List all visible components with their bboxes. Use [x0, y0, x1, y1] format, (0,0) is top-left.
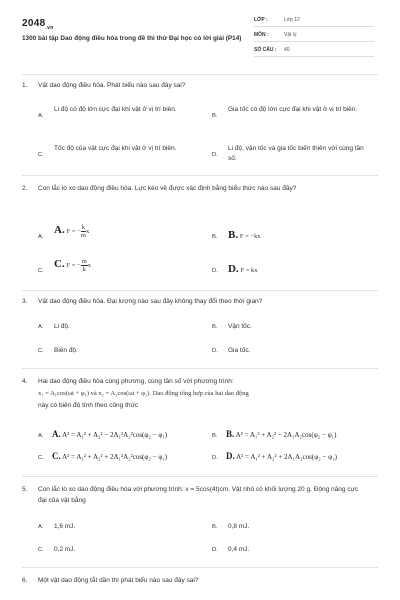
option-d-letter[interactable]: D.: [212, 348, 218, 354]
question-text: Con lắc lò xo dao động điều hòa. Lực kéo về được xác định bằng biểu thức nào sau đây?: [38, 185, 297, 192]
option-c-lead: C.: [54, 258, 65, 271]
formula: F = kx: [240, 267, 258, 274]
meta-subject: [254, 29, 374, 42]
option-b-formula[interactable]: [226, 429, 336, 440]
option-b-lead: B.: [228, 229, 239, 241]
meta-class-value: Lớp 12: [284, 17, 300, 23]
question-number: 5.: [22, 486, 28, 493]
option-c-lead: C.: [52, 451, 61, 461]
question-number: 2.: [22, 185, 28, 192]
option-c-letter[interactable]: C.: [38, 455, 44, 461]
option-c-letter[interactable]: C.: [38, 547, 44, 553]
meta-count: [254, 44, 374, 57]
formula-suffix: x: [87, 262, 92, 270]
option-a-formula[interactable]: [54, 224, 89, 239]
meta-class-key: LỚP :: [254, 17, 268, 23]
meta-subject-key: MÔN :: [254, 32, 269, 38]
option-d-formula[interactable]: [226, 451, 337, 462]
question-number: 4.: [22, 378, 28, 385]
option-b-lead: B.: [226, 429, 235, 439]
meta-count-key: SỐ CÂU :: [254, 47, 277, 53]
option-c-letter[interactable]: C.: [38, 268, 44, 274]
option-b-letter[interactable]: B.: [212, 324, 218, 330]
option-d-lead: D.: [226, 451, 235, 461]
option-a-letter[interactable]: A.: [38, 113, 44, 119]
formula: A² = A₁² + A₂² + 2A₁A₂cos(φ₂ − φ₁): [236, 453, 337, 461]
header-divider: [22, 74, 378, 75]
divider: [22, 476, 378, 477]
formula: A² = A₁² + A₂² − 2A₁A₂cos(φ₂ − φ₁): [235, 431, 337, 439]
option-a-letter[interactable]: A.: [38, 234, 44, 240]
logo-suffix: .vn: [45, 25, 54, 31]
question-number: 3.: [22, 298, 28, 305]
question-number: 6.: [22, 577, 28, 584]
option-b-text[interactable]: Vận tốc.: [228, 323, 252, 330]
option-b-letter[interactable]: B.: [212, 113, 218, 119]
question-text: Hai dao động điều hòa cùng phương, cùng tần số với phương trình:: [38, 378, 234, 385]
option-c-letter[interactable]: C.: [38, 348, 44, 354]
option-d-formula[interactable]: [228, 264, 258, 276]
option-a-lead: A.: [54, 224, 65, 237]
question-text: Con lắc lò xo dao động điều hòa với phương trình: x = 5cos(4t)cm. Vật nhỏ có khối lượng 20 g. Động năng cực đại của vật bằng: [38, 486, 359, 504]
option-c-letter[interactable]: C.: [38, 152, 44, 158]
option-b-letter[interactable]: B.: [212, 234, 218, 240]
meta-class: [254, 14, 374, 27]
question-equations: x₁ = A₁cos(ωt + φ₁) và x₂ = A₂cos(ωt + φ₂). Dao động tổng hợp của hai dao động: [38, 390, 249, 397]
formula: A² = A₁² + A₂² − 2A₁²A₂²cos(φ₂ − φ₁): [62, 431, 168, 439]
logo-text: 2048: [22, 18, 46, 29]
option-a-letter[interactable]: A.: [38, 433, 44, 439]
option-d-letter[interactable]: D.: [212, 268, 218, 274]
document-header: [0, 0, 400, 72]
option-c-formula[interactable]: [52, 451, 167, 462]
formula-suffix: x: [85, 228, 90, 236]
document-title: 1300 bài tập Dao động điều hòa trong đề thi thử Đại học có lời giải (P14): [22, 35, 242, 42]
formula-prefix: F = −: [66, 262, 81, 270]
meta-subject-value: Vật lý: [284, 32, 297, 38]
formula: A² = A₁² + A₂² + 2A₁²A₂²cos(φ₂ − φ₁): [62, 453, 168, 461]
option-d-lead: D.: [228, 263, 239, 275]
question-text: Một vật dao động tắt dần thì phát biểu nào sau đây sai?: [38, 577, 199, 584]
option-a-lead: A.: [52, 429, 61, 439]
option-c-text[interactable]: Tốc độ của vật cực đại khi vật ở vị trí biên.: [54, 145, 177, 152]
option-c-text[interactable]: Biên độ.: [54, 347, 78, 354]
option-a-letter[interactable]: A.: [38, 524, 44, 530]
option-b-text[interactable]: Gia tốc có độ lớn cực đại khi vật ở vị trí biên.: [228, 106, 358, 113]
option-b-letter[interactable]: B.: [212, 433, 218, 439]
site-logo[interactable]: [22, 18, 54, 31]
question-text-cont: này có biên độ tính theo công thức: [38, 402, 139, 409]
option-d-letter[interactable]: D.: [212, 547, 218, 553]
formula-prefix: F = −: [66, 228, 81, 236]
meta-count-value: 40: [284, 47, 290, 53]
fraction: $\frac{k}{m}$: [80, 224, 86, 239]
option-b-text[interactable]: 0,8 mJ.: [228, 523, 250, 530]
question-number: 1.: [22, 82, 28, 89]
option-a-text[interactable]: Li độ có độ lớn cực đại khi vật ở vị trí biên.: [54, 106, 177, 113]
option-a-text[interactable]: Li độ.: [54, 323, 70, 330]
option-c-formula[interactable]: [54, 258, 91, 273]
divider: [22, 290, 378, 291]
option-d-text[interactable]: Li độ, vận tốc và gia tốc biến thiên với cùng tần số.: [228, 145, 364, 162]
divider: [22, 175, 378, 176]
question-text: Vật dao động điều hòa. Phát biểu nào sau đây sai?: [38, 82, 186, 89]
question-text: Vật dao động điều hòa. Đại lượng nào sau đây không thay đổi theo thời gian?: [38, 298, 263, 305]
option-d-text[interactable]: 0,4 mJ.: [228, 546, 250, 553]
option-c-text[interactable]: 0,2 mJ.: [54, 546, 76, 553]
option-a-text[interactable]: 1,6 mJ.: [54, 523, 76, 530]
formula: F = −kx: [239, 233, 261, 240]
divider: [22, 368, 378, 369]
option-a-letter[interactable]: A.: [38, 324, 44, 330]
option-d-letter[interactable]: D.: [212, 455, 218, 461]
option-d-letter[interactable]: D.: [212, 152, 218, 158]
option-b-formula[interactable]: [228, 230, 261, 242]
divider: [22, 567, 378, 568]
option-a-formula[interactable]: [52, 429, 167, 440]
option-b-letter[interactable]: B.: [212, 524, 218, 530]
option-d-text[interactable]: Gia tốc.: [228, 347, 251, 354]
fraction: $\frac{m}{k}$: [81, 258, 87, 273]
